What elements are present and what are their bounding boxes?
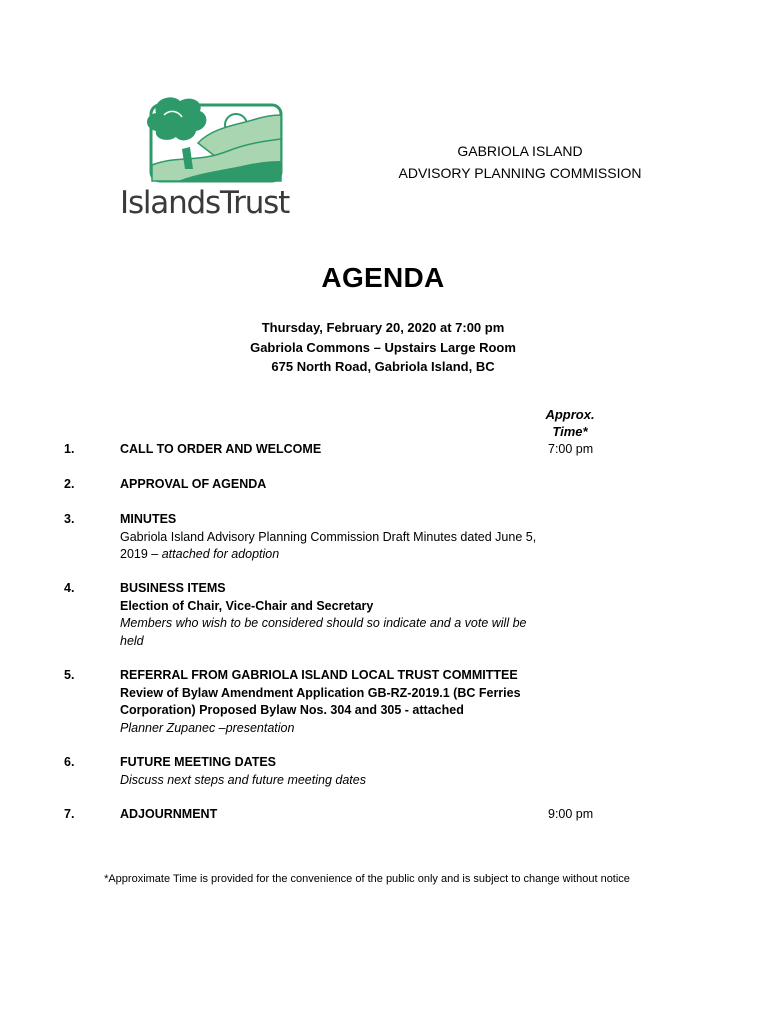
item-heading: REFERRAL FROM GABRIOLA ISLAND LOCAL TRUST COMMITTEE xyxy=(120,668,518,682)
item-text: Gabriola Island Advisory Planning Commission Draft Minutes dated June 5, 2019 – xyxy=(120,529,537,561)
item-heading: MINUTES xyxy=(120,512,177,526)
meeting-date: Thursday, February 20, 2020 at 7:00 pm xyxy=(261,320,505,335)
item-description xyxy=(120,529,540,564)
item-note: Members who wish to be considered should so indicate and a vote will be held xyxy=(120,616,527,648)
item-number: 6. xyxy=(64,755,75,769)
islands-trust-logo xyxy=(120,95,315,225)
island-landscape-icon xyxy=(138,95,288,185)
item-heading: FUTURE MEETING DATES xyxy=(120,755,277,769)
meeting-address: 675 North Road, Gabriola Island, BC xyxy=(271,359,495,374)
item-number: 1. xyxy=(64,442,75,456)
organization-name xyxy=(380,140,660,184)
meeting-venue: Gabriola Commons – Upstairs Large Room xyxy=(250,339,516,355)
org-line-1: GABRIOLA ISLAND xyxy=(457,143,583,159)
item-1-time: 7:00 pm xyxy=(548,442,594,456)
item-7-time: 9:00 pm xyxy=(548,807,594,821)
item-note: Discuss next steps and future meeting dates xyxy=(120,772,366,787)
item-number: 2. xyxy=(64,477,75,491)
item-note: attached for adoption xyxy=(161,547,280,561)
approx-label: Approx. xyxy=(545,407,595,422)
logo-wordmark: IslandsTrust xyxy=(120,185,290,221)
item-heading: APPROVAL OF AGENDA xyxy=(120,477,267,491)
page-title: AGENDA xyxy=(321,262,445,293)
item-heading: BUSINESS ITEMS xyxy=(120,581,226,595)
item-subheading: Review of Bylaw Amendment Application GB-RZ-2019.1 (BC Ferries Corporation) Proposed Bylaw Nos. 304 and 305 - attached xyxy=(120,685,521,717)
item-subheading: Election of Chair, Vice-Chair and Secretary xyxy=(120,598,374,613)
item-note: Planner Zupanec –presentation xyxy=(120,720,295,735)
item-number: 4. xyxy=(64,581,75,595)
approx-time-header xyxy=(540,406,600,440)
item-number: 5. xyxy=(64,668,75,682)
meeting-details xyxy=(0,318,766,377)
item-heading: ADJOURNMENT xyxy=(120,807,218,821)
item-number: 3. xyxy=(64,512,75,526)
footnote: *Approximate Time is provided for the convenience of the public only and is subject to change without notice xyxy=(104,873,630,885)
org-line-2: ADVISORY PLANNING COMMISSION xyxy=(398,165,642,181)
time-label: Time* xyxy=(552,424,588,439)
item-number: 7. xyxy=(64,807,75,821)
item-heading: CALL TO ORDER AND WELCOME xyxy=(120,442,322,456)
